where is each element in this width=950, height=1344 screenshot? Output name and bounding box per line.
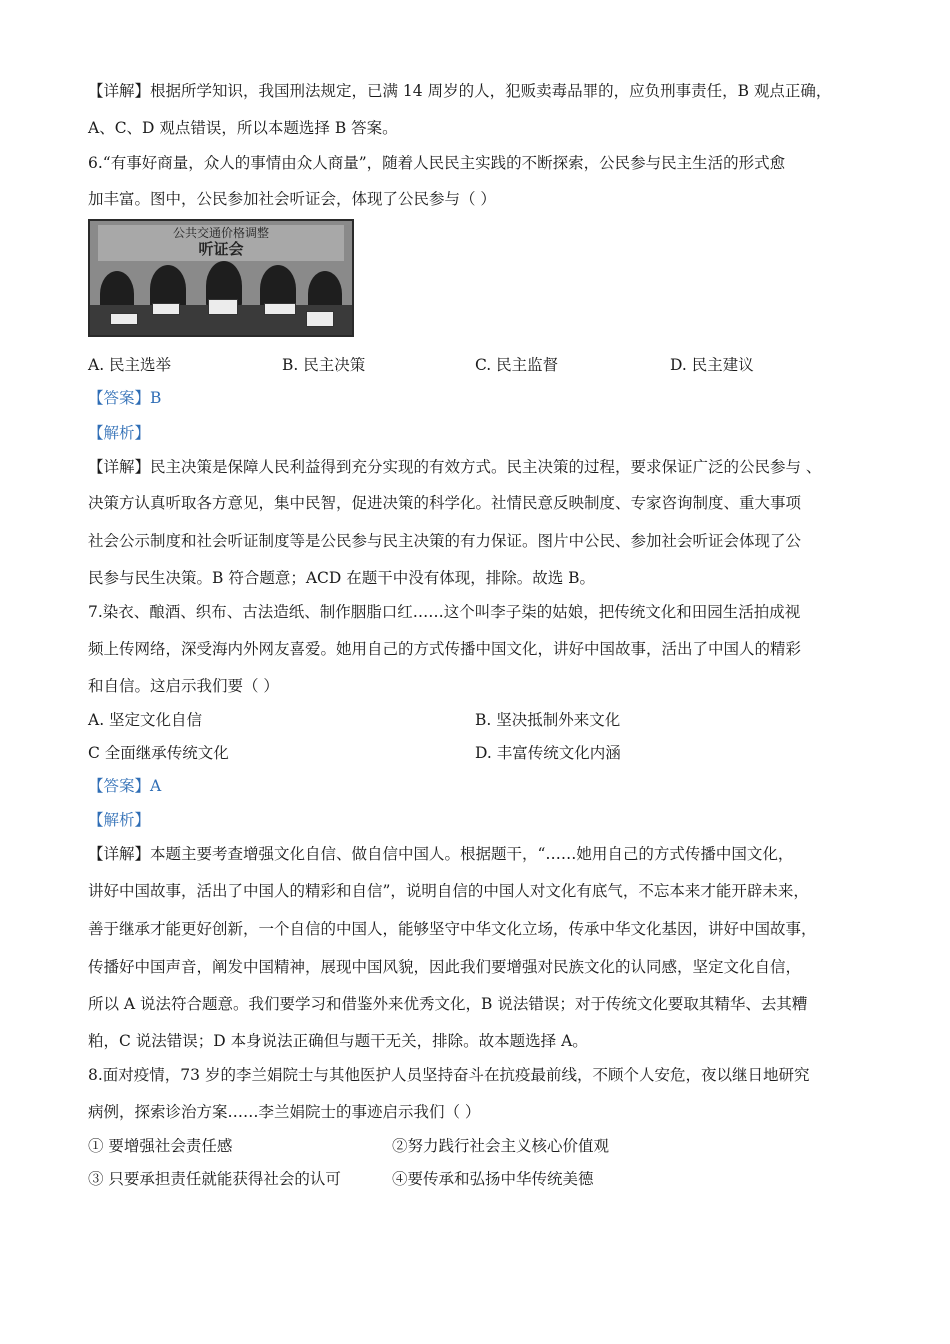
q7-option-d: D. 丰富传统文化内涵 — [475, 744, 621, 762]
name-plate — [306, 311, 334, 327]
q6-option-c: C. 民主监督 — [475, 356, 559, 374]
line-prev-detail-1: 【详解】根据所学知识，我国刑法规定，已满 14 周岁的人，犯贩卖毒品罪的，应负刑事责任，B 观点正确， — [88, 82, 832, 100]
hearing-banner — [98, 225, 344, 261]
q7-detail-4: 传播好中国声音，阐发中国精神，展现中国风貌，因此我们要增强对民族文化的认同感，坚定文化自信， — [88, 958, 802, 976]
q6-option-d: D. 民主建议 — [670, 356, 754, 374]
q7-detail-1: 【详解】本题主要考查增强文化自信、做自信中国人。根据题干，“……她用自己的方式传播中国文化， — [88, 845, 794, 863]
q7-answer: 【答案】A — [88, 777, 162, 795]
q6-analysis-label: 【解析】 — [88, 424, 151, 442]
q8-option-1: ① 要增强社会责任感 — [88, 1137, 233, 1155]
q7-detail-6: 粕，C 说法错误；D 本身说法正确但与题干无关，排除。故本题选择 A。 — [88, 1032, 588, 1050]
q6-detail-3: 社会公示制度和社会听证制度等是公民参与民主决策的有力保证。图片中公民、参加社会听证会体现了公 — [88, 532, 802, 550]
q7-option-a: A. 坚定文化自信 — [88, 711, 203, 729]
name-plate — [152, 303, 180, 315]
hearing-photo — [88, 219, 354, 337]
q6-option-b: B. 民主决策 — [282, 356, 366, 374]
question-7-stem-2: 频上传网络，深受海内外网友喜爱。她用自己的方式传播中国文化，讲好中国故事，活出了中国人的精彩 — [88, 640, 802, 658]
q8-option-3: ③ 只要承担责任就能获得社会的认可 — [88, 1170, 341, 1188]
hearing-banner-line1: 公共交通价格调整 — [172, 226, 269, 240]
q7-option-b: B. 坚决抵制外来文化 — [475, 711, 621, 729]
q7-detail-2: 讲好中国故事，活出了中国人的精彩和自信”，说明自信的中国人对文化有底气，不忘本来才能开辟未来， — [88, 882, 809, 900]
q6-detail-1: 【详解】民主决策是保障人民利益得到充分实现的有效方式。民主决策的过程，要求保证广泛的公民参与 、 — [88, 458, 822, 476]
q6-detail-2: 决策方认真听取各方意见，集中民智，促进决策的科学化。社情民意反映制度、专家咨询制度、重大事项 — [88, 494, 802, 512]
q8-option-4: ④要传承和弘扬中华传统美德 — [392, 1170, 594, 1188]
question-7-stem-1: 7.染衣、酿酒、织布、古法造纸、制作胭脂口红……这个叫李子柒的姑娘，把传统文化和田园生活拍成视 — [88, 603, 801, 621]
question-7-stem-3: 和自信。这启示我们要（ ） — [88, 677, 279, 695]
q6-answer — [88, 387, 161, 409]
q7-detail-3: 善于继承才能更好创新，一个自信的中国人，能够坚守中华文化立场，传承中华文化基因，讲好中国故事， — [88, 920, 817, 938]
name-plate — [208, 299, 238, 315]
q6-option-a: A. 民主选举 — [88, 356, 172, 374]
question-8-stem-2: 病例，探索诊治方案……李兰娟院士的事迹启示我们（ ） — [88, 1103, 481, 1121]
name-plate — [110, 313, 138, 325]
question-6-stem-1: 6.“有事好商量，众人的事情由众人商量”，随着人民民主实践的不断探索，公民参与民主生活的形式愈 — [88, 154, 786, 172]
q6-detail-4: 民参与民生决策。B 符合题意；ACD 在题干中没有体现，排除。故选 B。 — [88, 569, 596, 587]
line-prev-detail-2: A、C、D 观点错误，所以本题选择 B 答案。 — [88, 119, 398, 137]
q7-option-c: C 全面继承传统文化 — [88, 744, 229, 762]
hearing-banner-line2: 听证会 — [198, 240, 244, 258]
question-8-stem-1: 8.面对疫情，73 岁的李兰娟院士与其他医护人员坚持奋斗在抗疫最前线，不顾个人安危，夜以继日地研究 — [88, 1066, 810, 1084]
q6-answer-text: 【答案】B — [88, 389, 162, 407]
question-6-stem-2: 加丰富。图中，公民参加社会听证会，体现了公民参与（ ） — [88, 190, 496, 208]
q7-analysis-label: 【解析】 — [88, 811, 151, 829]
q7-detail-5: 所以 A 说法符合题意。我们要学习和借鉴外来优秀文化，B 说法错误；对于传统文化要取其精华、去其糟 — [88, 995, 808, 1013]
name-plate — [264, 303, 296, 315]
q8-option-2: ②努力践行社会主义核心价值观 — [392, 1137, 610, 1155]
